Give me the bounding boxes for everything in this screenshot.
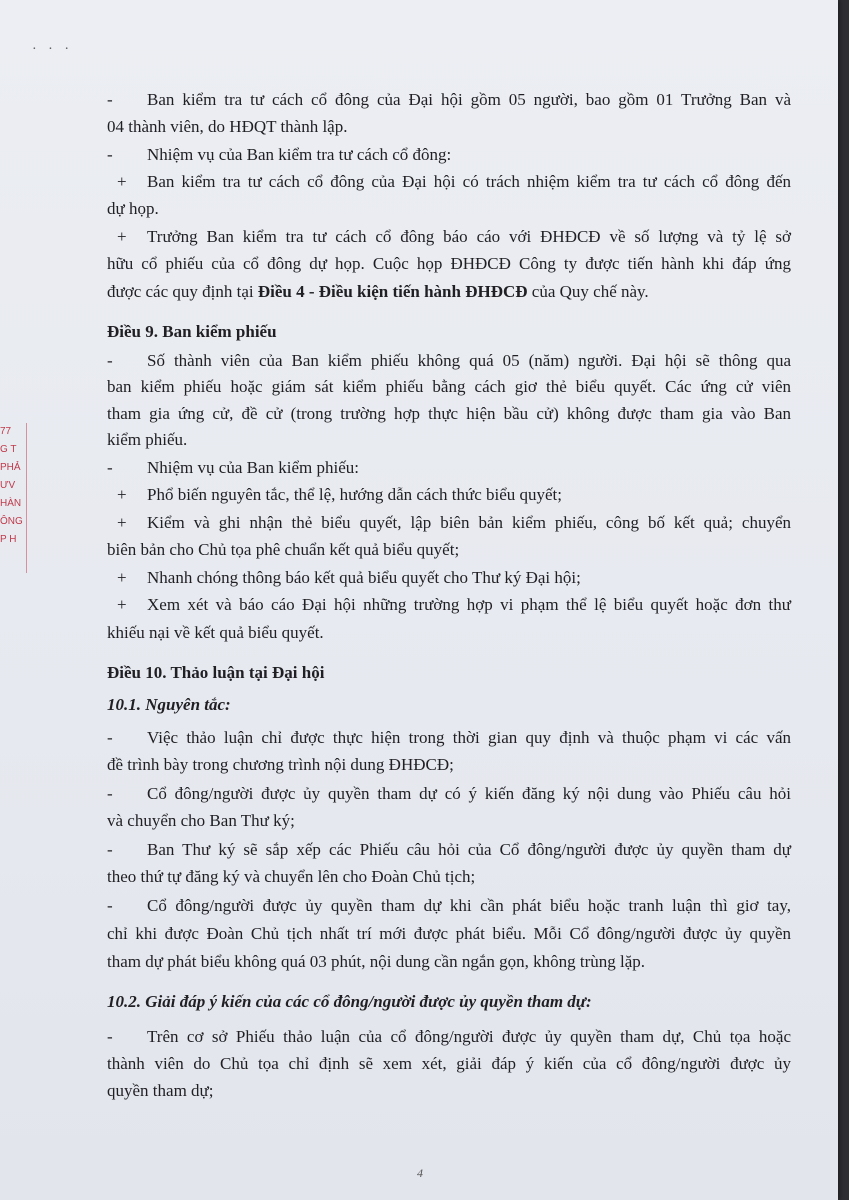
- text-run: Cổ đông/người được ủy quyền tham dự có ý kiến đăng ký nội dung vào Phiếu câu hỏi: [147, 784, 791, 803]
- text-run: dự họp.: [107, 199, 159, 218]
- paragraph-line: [107, 456, 791, 480]
- text-run: quyền tham dự;: [107, 1081, 214, 1100]
- subsection-heading: 10.2. Giải đáp ý kiến của các cổ đông/người được ủy quyền tham dự:: [107, 992, 592, 1011]
- text-run: thành viên do Chủ tọa chỉ định sẽ xem xét, giải đáp ý kiến của cổ đông/người được ủy: [107, 1054, 791, 1073]
- bullet-marker: +: [117, 595, 127, 614]
- red-stamp-fragment: [0, 423, 27, 573]
- text-run: và chuyển cho Ban Thư ký;: [107, 811, 295, 830]
- bullet-marker: -: [107, 145, 113, 164]
- bullet-marker: -: [107, 90, 113, 109]
- stamp-text: G T: [0, 444, 17, 455]
- text-run: của Quy chế này.: [527, 282, 649, 301]
- paragraph-line: [107, 197, 791, 221]
- bullet-marker: -: [107, 728, 113, 747]
- stamp-text: PHẢ: [0, 462, 21, 473]
- text-run: đề trình bày trong chương trình nội dung ĐHĐCĐ;: [107, 755, 454, 774]
- paragraph-line: [107, 170, 791, 194]
- paragraph-line: [107, 838, 791, 862]
- text-run: Số thành viên của Ban kiểm phiếu không quá 05 (năm) người. Đại hội sẽ thông qua: [147, 351, 791, 370]
- bullet-marker: -: [107, 840, 113, 859]
- paragraph-line: [107, 483, 791, 507]
- text-run: Nhanh chóng thông báo kết quả biểu quyết cho Thư ký Đại hội;: [147, 568, 581, 587]
- text-run: được các quy định tại: [107, 282, 258, 301]
- text-run: Phổ biến nguyên tắc, thể lệ, hướng dẫn cách thức biểu quyết;: [147, 485, 562, 504]
- stamp-text: HÀN: [0, 498, 22, 509]
- section-heading: Điều 9. Ban kiểm phiếu: [107, 322, 277, 341]
- text-run: tham dự phát biểu không quá 03 phút, nội dung cần ngắn gọn, không trùng lặp.: [107, 952, 646, 971]
- paragraph-line: [107, 252, 791, 276]
- text-run: biên bản cho Chủ tọa phê chuẩn kết quả biểu quyết;: [107, 540, 460, 559]
- stamp-text: P H: [0, 534, 17, 545]
- scan-specks: · · ·: [32, 42, 73, 57]
- text-run: Ban kiểm tra tư cách cổ đông của Đại hội có trách nhiệm kiểm tra tư cách cổ đông đến: [147, 172, 791, 191]
- paragraph-line: [107, 621, 791, 645]
- paragraph-line: [107, 280, 791, 304]
- text-run: Trưởng Ban kiểm tra tư cách cổ đông báo cáo với ĐHĐCĐ về số lượng và tỷ lệ sở: [147, 227, 791, 246]
- paragraph-line: [107, 538, 791, 562]
- text-run: khiếu nại về kết quả biểu quyết.: [107, 623, 324, 642]
- paragraph-line: [107, 726, 791, 750]
- paragraph-line: [107, 1025, 791, 1049]
- paragraph-line: [107, 922, 791, 946]
- bullet-marker: -: [107, 351, 113, 370]
- page-number: 4: [417, 1166, 423, 1180]
- text-run: Kiểm và ghi nhận thẻ biểu quyết, lập biên bản kiểm phiếu, công bố kết quả; chuyển: [147, 513, 791, 532]
- text-run: Ban kiểm tra tư cách cổ đông của Đại hội gồm 05 người, bao gồm 01 Trưởng Ban và: [147, 90, 791, 109]
- bullet-marker: -: [107, 784, 113, 803]
- paragraph-line: [107, 865, 791, 889]
- paragraph-line: [107, 1052, 791, 1076]
- paragraph-line: [107, 428, 791, 452]
- paragraph-line: [107, 809, 791, 833]
- bullet-marker: +: [117, 172, 127, 191]
- paragraph-line: [107, 894, 791, 918]
- stamp-text: ÔNG: [0, 516, 23, 527]
- paragraph-line: [107, 1079, 791, 1103]
- paragraph-line: [107, 566, 791, 590]
- bullet-marker: +: [117, 485, 127, 504]
- text-run: Việc thảo luận chỉ được thực hiện trong thời gian quy định và thuộc phạm vi các vấn: [147, 728, 791, 747]
- paragraph-line: [107, 782, 791, 806]
- bullet-marker: +: [117, 513, 127, 532]
- text-run: Nhiệm vụ của Ban kiểm phiếu:: [147, 458, 359, 477]
- paragraph-line: [107, 225, 791, 249]
- text-run: tham gia ứng cử, đề cử (trong trường hợp thực hiện bầu cử) không được tham gia vào Ban: [107, 404, 791, 423]
- text-run: chỉ khi được Đoàn Chủ tịch nhất trí mới được phát biểu. Mỗi Cổ đông/người được ủy quyền: [107, 924, 791, 943]
- text-run: Ban Thư ký sẽ sắp xếp các Phiếu câu hỏi của Cổ đông/người được ủy quyền tham dự: [147, 840, 791, 859]
- bullet-marker: -: [107, 896, 113, 915]
- text-run: 04 thành viên, do HĐQT thành lập.: [107, 117, 348, 136]
- text-run: hữu cổ phiếu của cổ đông dự họp. Cuộc họp ĐHĐCĐ Công ty được tiến hành khi đáp ứng: [107, 254, 791, 273]
- text-run: ban kiểm phiếu hoặc giám sát kiểm phiếu bằng cách giơ thẻ biểu quyết. Các ứng cử viên: [107, 377, 791, 396]
- bullet-marker: -: [107, 458, 113, 477]
- text-run: Cổ đông/người được ủy quyền tham dự khi cần phát biểu hoặc tranh luận thì giơ tay,: [147, 896, 791, 915]
- subsection-heading: 10.1. Nguyên tắc:: [107, 695, 231, 714]
- bullet-marker: -: [107, 1027, 113, 1046]
- section-heading: Điều 10. Thảo luận tại Đại hội: [107, 663, 325, 682]
- paragraph-line: [107, 88, 791, 112]
- text-run: theo thứ tự đăng ký và chuyển lên cho Đoàn Chủ tịch;: [107, 867, 476, 886]
- paragraph-line: [107, 593, 791, 617]
- text-run: Nhiệm vụ của Ban kiểm tra tư cách cổ đông:: [147, 145, 452, 164]
- paragraph-line: [107, 349, 791, 373]
- paragraph-line: [107, 375, 791, 399]
- paragraph-line: [107, 950, 791, 974]
- stamp-text: 77: [0, 426, 12, 437]
- bullet-marker: +: [117, 227, 127, 246]
- text-run: Trên cơ sở Phiếu thảo luận của cổ đông/người được ủy quyền tham dự, Chủ tọa hoặc: [147, 1027, 791, 1046]
- bullet-marker: +: [117, 568, 127, 587]
- bold-reference: Điều 4 - Điều kiện tiến hành ĐHĐCĐ: [257, 282, 528, 301]
- paragraph-line: [107, 511, 791, 535]
- paragraph-line: [107, 115, 791, 139]
- paragraph-line: [107, 753, 791, 777]
- stamp-text: ƯV: [0, 480, 16, 491]
- paragraph-line: [107, 402, 791, 426]
- paragraph-line: [107, 143, 791, 167]
- text-run: kiểm phiếu.: [107, 430, 188, 449]
- text-run: Xem xét và báo cáo Đại hội những trường hợp vi phạm thể lệ biểu quyết hoặc đơn thư: [147, 595, 791, 614]
